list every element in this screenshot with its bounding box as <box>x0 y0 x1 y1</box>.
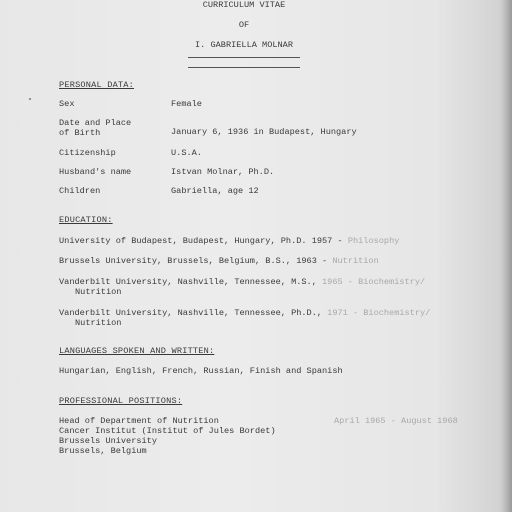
citizenship-value: U.S.A. <box>171 148 202 158</box>
birth-label-1: Date and Place <box>59 118 132 128</box>
education-entry-1-faded: Philosophy <box>347 236 400 246</box>
education-entry-2-faded: Nutrition <box>332 256 379 266</box>
education-entry-3 <box>59 277 425 287</box>
husband-label: Husband's name <box>59 167 132 177</box>
position-line-4: Brussels, Belgium <box>59 446 147 456</box>
education-entry-3-cont: Nutrition <box>75 287 122 297</box>
children-value: Gabriella, age 12 <box>171 186 259 196</box>
positions-heading: PROFESSIONAL POSITIONS: <box>59 396 183 406</box>
position-line-2: Cancer Institut (Institut of Jules Bordet) <box>59 426 276 436</box>
speck-mark <box>29 98 31 100</box>
personal-data-heading: PERSONAL DATA: <box>59 80 134 90</box>
cv-of: OF <box>238 20 250 30</box>
sex-label: Sex <box>59 99 75 109</box>
education-heading: EDUCATION: <box>59 215 113 225</box>
cv-title: CURRICULUM VITAE <box>202 0 286 10</box>
position-dates: April 1965 - August 1968 <box>334 416 458 426</box>
education-entry-2 <box>59 256 379 266</box>
education-entry-4 <box>59 308 430 318</box>
education-entry-1 <box>59 236 399 246</box>
education-entry-4-main: Vanderbilt University, Nashville, Tennessee, Ph.D., <box>59 308 328 318</box>
education-entry-4-faded: 1971 - Biochemistry/ <box>327 308 431 318</box>
citizenship-label: Citizenship <box>59 148 116 158</box>
children-label: Children <box>59 186 101 196</box>
birth-value: January 6, 1936 in Budapest, Hungary <box>171 127 357 137</box>
husband-value: Istvan Molnar, Ph.D. <box>171 167 275 177</box>
sex-value: Female <box>171 99 202 109</box>
header-rule-1 <box>188 57 300 58</box>
languages-value: Hungarian, English, French, Russian, Finish and Spanish <box>59 366 343 376</box>
position-line-3: Brussels University <box>59 436 157 446</box>
page-edge-shadow <box>498 0 512 512</box>
header-rule-2 <box>188 67 300 68</box>
cv-name: I. GABRIELLA MOLNAR <box>195 40 293 50</box>
education-entry-2-main: Brussels University, Brussels, Belgium, B.S., 1963 - <box>59 256 333 266</box>
education-entry-4-cont: Nutrition <box>75 318 122 328</box>
education-entry-1-main: University of Budapest, Budapest, Hungary, Ph.D. 1957 - <box>59 236 348 246</box>
languages-heading: LANGUAGES SPOKEN AND WRITTEN: <box>59 346 215 356</box>
birth-label-2: of Birth <box>59 128 101 138</box>
education-entry-3-main: Vanderbilt University, Nashville, Tennessee, M.S., <box>59 277 323 287</box>
position-line-1: Head of Department of Nutrition <box>59 416 219 426</box>
education-entry-3-faded: 1965 - Biochemistry/ <box>322 277 426 287</box>
